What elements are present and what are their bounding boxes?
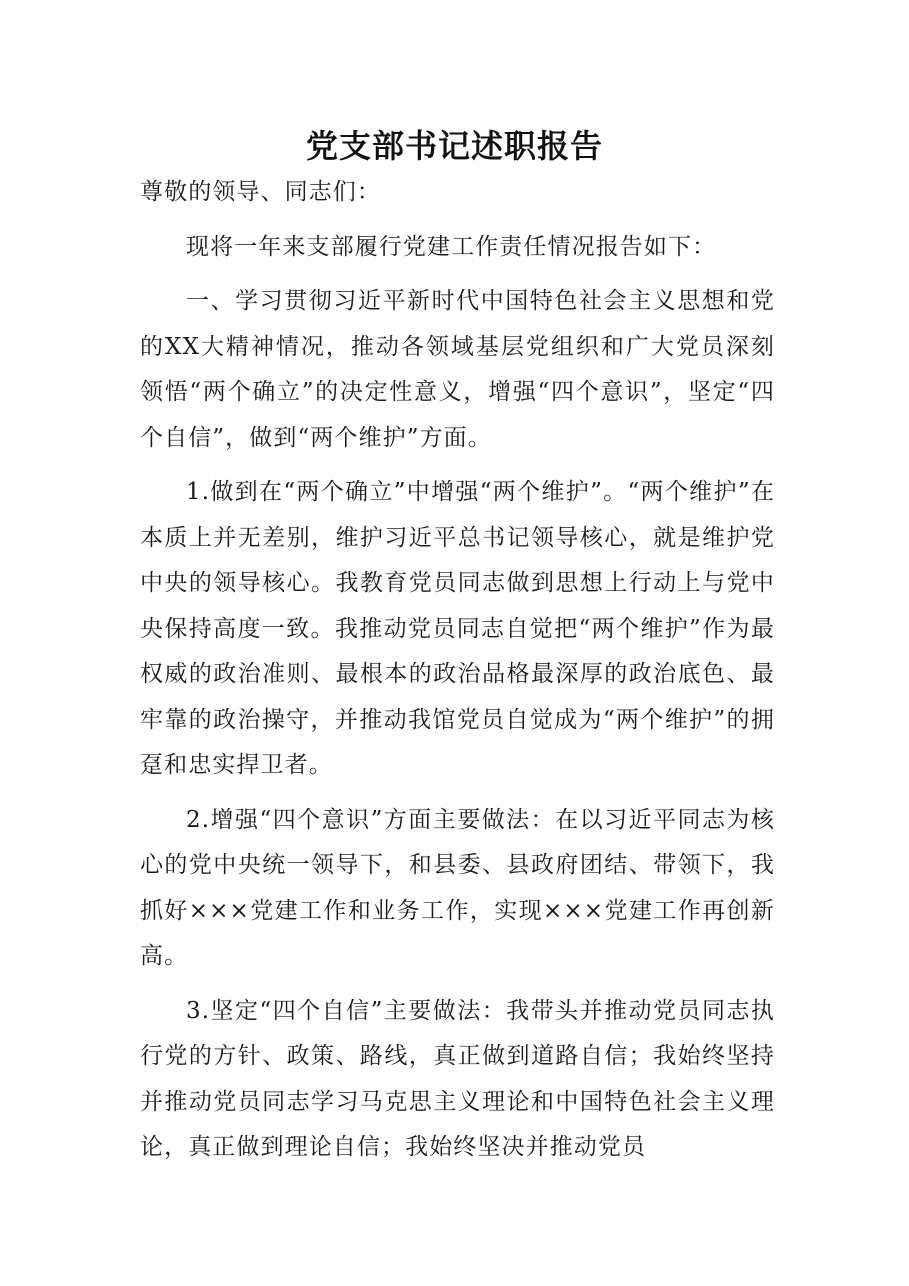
document-body — [140, 170, 775, 1171]
document-title: 党支部书记述职报告 — [305, 127, 603, 165]
paragraph-intro: 现将一年来支部履行党建工作责任情况报告如下： — [186, 233, 717, 260]
paragraph-item-3: 3.坚定“四个自信”主要做法：我带头并推动党员同志执行党的方针、政策、路线，真正做到道路自信；我始终坚持并推动党员同志学习马克思主义理论和中国特色社会主义理论，真正做到理论自信；我始终坚决并推动党员 — [140, 997, 775, 1160]
paragraph-item-2: 2.增强“四个意识”方面主要做法：在以习近平同志为核心的党中央统一领导下，和县委、县政府团结、带领下，我抓好×××党建工作和业务工作，实现×××党建工作再创新高。 — [140, 806, 775, 969]
salutation: 尊敬的领导、同志们： — [140, 179, 381, 205]
paragraph-item-1: 1.做到在“两个确立”中增强“两个维护”。“两个维护”在本质上并无差别，维护习近平总书记领导核心，就是维护党中央的领导核心。我教育党员同志做到思想上行动上与党中央保持高度一致。我推动党员同志自觉把“两个维护”作为最权威的政治准则、最根本的政治品格最深厚的政治底色、最牢靠的政治操守，并推动我馆党员自觉成为“两个维护”的拥趸和忠实捍卫者。 — [140, 479, 775, 778]
paragraph-section-one: 一、学习贯彻习近平新时代中国特色社会主义思想和党的XX大精神情况，推动各领域基层党组织和广大党员深刻领悟“两个确立”的决定性意义，增强“四个意识”，坚定“四个自信”，做到“两个维护”方面。 — [140, 288, 775, 451]
